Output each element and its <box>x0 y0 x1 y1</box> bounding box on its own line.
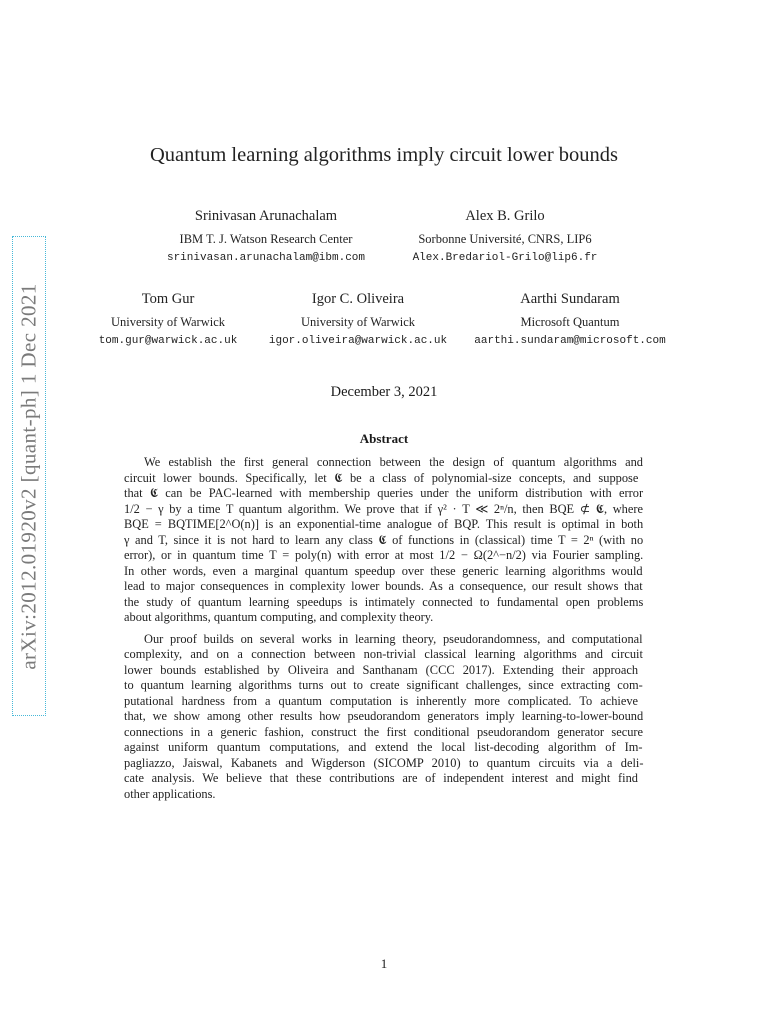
abstract-paragraph-1 <box>124 455 643 626</box>
abstract-line: cate analysis. We believe that these contributions are of independent interest and might find <box>124 771 638 785</box>
abstract-line: 1/2 − γ by a time T quantum algorithm. We prove that if γ² · T ≪ 2ⁿ/n, then BQE ⊄ 𝕮, where <box>124 501 643 516</box>
author-email[interactable]: aarthi.sundaram@microsoft.com <box>474 335 666 347</box>
abstract-heading: Abstract <box>359 431 409 446</box>
abstract-line: the study of quantum learning speedups is intimately connected to fundamental open problems <box>124 594 644 609</box>
abstract-line: about algorithms, quantum computing, and complexity theory. <box>124 610 434 624</box>
author-affiliation: University of Warwick <box>110 315 225 329</box>
author-name: Tom Gur <box>141 291 195 307</box>
author-block <box>400 207 610 265</box>
abstract-line: to quantum learning algorithms turns out to create significant challenges, since extracting com- <box>124 678 643 692</box>
abstract-line: error), or in quantum time T = poly(n) with error at most 1/2 − Ω(2^−n/2) via Fourier sampling. <box>124 548 644 562</box>
abstract-line: γ and T, since it is not hard to learn any class 𝕮 of functions in (classical) time T = 2ⁿ (with no <box>124 532 644 547</box>
paper-title: Quantum learning algorithms imply circuit lower bounds <box>150 144 618 166</box>
abstract-line: putational hardness from a quantum computation is inherently more complicated. To achieve <box>124 693 639 708</box>
abstract-line: lead to major consequences in complexity lower bounds. As a consequence, our result shows that <box>124 579 643 593</box>
arxiv-identifier-text: arXiv:2012.01920v2 [quant-ph] 1 Dec 2021 <box>16 282 41 670</box>
abstract-line: that, we show among other results how pseudorandom generators imply learning-to-lower-bound <box>124 709 644 723</box>
author-email[interactable]: igor.oliveira@warwick.ac.uk <box>268 335 448 347</box>
author-affiliation: Sorbonne Université, CNRS, LIP6 <box>418 232 592 246</box>
author-name: Alex B. Grilo <box>465 208 545 224</box>
abstract-line: that 𝕮 can be PAC-learned with membership queries under the uniform distribution with error <box>124 486 644 500</box>
abstract-line: Our proof builds on several works in learning theory, pseudorandomness, and computational <box>144 631 643 646</box>
abstract-line: We establish the first general connection between the design of quantum algorithms and <box>144 455 643 469</box>
author-email[interactable]: tom.gur@warwick.ac.uk <box>98 335 238 347</box>
author-affiliation: IBM T. J. Watson Research Center <box>179 232 353 246</box>
abstract-line: BQE = BQTIME[2^O(n)] is an exponential-time analogue of BQP. This result is optimal in both <box>124 517 644 531</box>
abstract-line: In other words, even a marginal quantum speedup over these generic learning algorithms would <box>124 563 643 578</box>
publication-date: December 3, 2021 <box>330 384 438 400</box>
abstract-paragraph-2 <box>124 632 643 803</box>
author-block <box>468 290 672 348</box>
arxiv-identifier-stamp <box>12 236 46 716</box>
abstract-line: connections in a generic fashion, construct the first conditional pseudorandom generator secure <box>124 724 644 739</box>
page-number: 1 <box>380 956 388 971</box>
author-name: Srinivasan Arunachalam <box>194 208 338 224</box>
author-name: Igor C. Oliveira <box>311 291 405 307</box>
abstract-body <box>124 455 643 802</box>
author-block <box>166 207 366 265</box>
author-name: Aarthi Sundaram <box>520 291 620 307</box>
abstract-line: pagliazzo, Jaiswal, Kabanets and Wigderson (SICOMP 2010) to quantum circuits via a deli- <box>124 755 644 770</box>
author-block <box>92 290 244 348</box>
abstract-line: against uniform quantum computations, and extend the local list-decoding algorithm of Im- <box>124 740 643 754</box>
author-affiliation: University of Warwick <box>300 315 415 329</box>
abstract-line: lower bounds established by Oliveira and Santhanam (CCC 2017). Extending their approach <box>124 662 639 677</box>
abstract-line: circuit lower bounds. Specifically, let 𝕮 be a class of polynomial-size concepts, and suppose <box>124 470 639 485</box>
author-email[interactable]: srinivasan.arunachalam@ibm.com <box>166 252 366 264</box>
author-block <box>262 290 454 348</box>
author-email[interactable]: Alex.Bredariol-Grilo@lip6.fr <box>412 252 598 264</box>
author-affiliation: Microsoft Quantum <box>520 315 620 329</box>
abstract-line: complexity, and on a connection between non-trivial classical learning algorithms and circuit <box>124 647 643 661</box>
abstract-line: other applications. <box>124 786 216 801</box>
